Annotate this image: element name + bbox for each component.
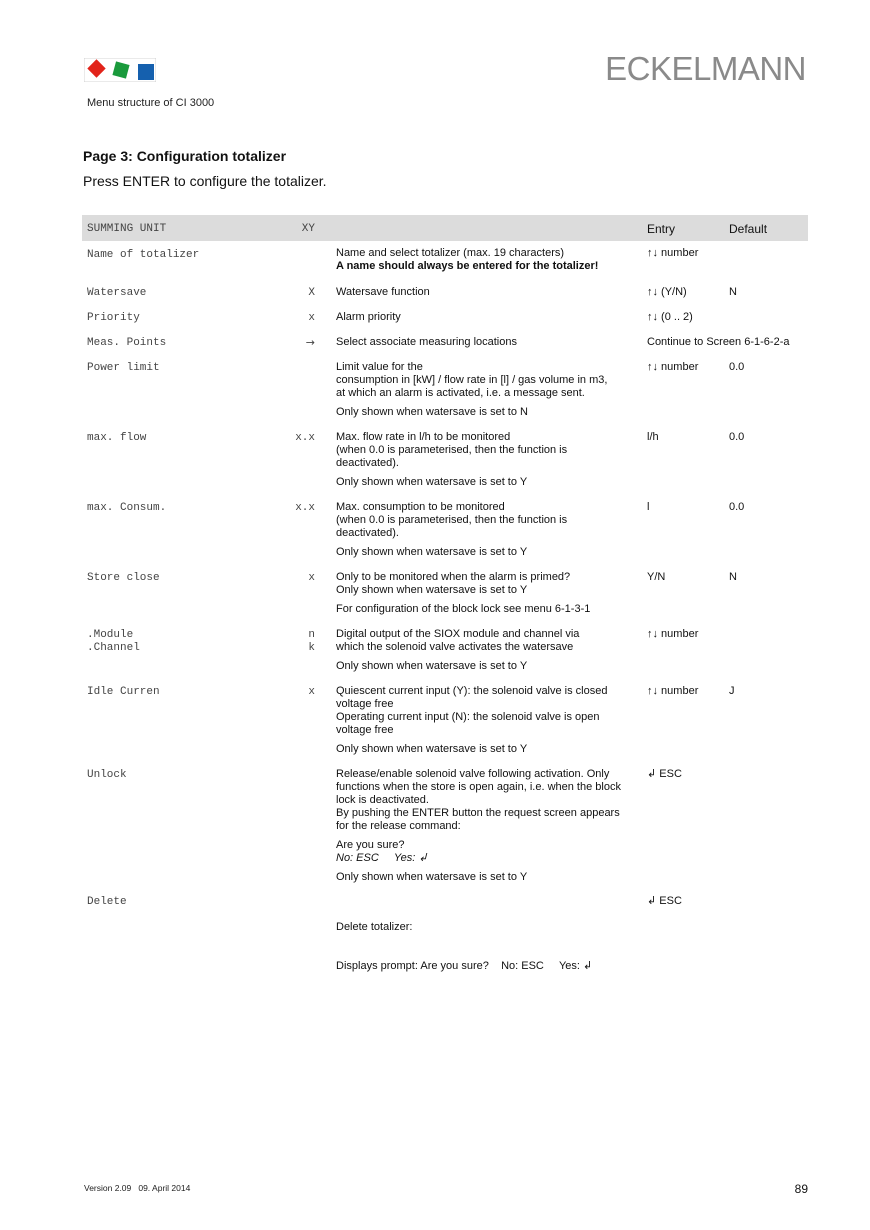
param-description-line: Delete totalizer: bbox=[336, 921, 413, 933]
table-row bbox=[82, 355, 808, 425]
param-description-line: Limit value for the bbox=[336, 361, 423, 373]
param-description-line: Displays prompt: Are you sure? No: ESC Yes: ↲ bbox=[336, 960, 593, 972]
configuration-table bbox=[82, 215, 808, 972]
param-description-line: functions when the store is open again, i.e. when the block bbox=[336, 781, 621, 793]
param-description-line: Max. flow rate in l/h to be monitored bbox=[336, 431, 511, 443]
param-name: Priority bbox=[87, 312, 140, 324]
param-default: J bbox=[729, 685, 735, 697]
param-name: Idle Curren bbox=[87, 686, 160, 698]
param-description: Alarm priority bbox=[336, 311, 401, 323]
table-row bbox=[82, 622, 808, 679]
param-name: Meas. Points bbox=[87, 337, 167, 349]
param-description-line: Only shown when watersave is set to Y bbox=[336, 584, 528, 596]
param-entry: ↑↓ (Y/N) bbox=[647, 286, 687, 298]
param-description-line: (when 0.0 is parameterised, then the function is bbox=[336, 444, 568, 456]
param-name: Delete bbox=[87, 896, 127, 908]
param-warning: A name should always be entered for the totalizer! bbox=[336, 260, 599, 272]
param-description-line: (when 0.0 is parameterised, then the function is bbox=[336, 514, 568, 526]
param-description-line: lock is deactivated. bbox=[336, 794, 429, 806]
table-row bbox=[82, 280, 808, 305]
param-name: Power limit bbox=[87, 362, 160, 374]
param-note: Only shown when watersave is set to Y bbox=[336, 660, 528, 672]
param-default: N bbox=[729, 286, 737, 298]
param-entry: ↑↓ number bbox=[647, 685, 699, 697]
param-description-line: By pushing the ENTER button the request screen appears bbox=[336, 807, 620, 819]
table-row bbox=[82, 762, 808, 889]
table-row bbox=[82, 330, 808, 355]
table-row bbox=[82, 495, 808, 565]
page-heading: Page 3: Configuration totalizer bbox=[83, 148, 287, 164]
param-name: Unlock bbox=[87, 769, 127, 781]
param-name: .Module bbox=[87, 629, 134, 641]
param-name: Watersave bbox=[87, 287, 147, 299]
param-description: Select associate measuring locations bbox=[336, 336, 517, 348]
page-number: 89 bbox=[794, 1182, 808, 1196]
param-description-line: consumption in [kW] / flow rate in [l] / gas volume in m3, bbox=[336, 374, 608, 386]
table-row bbox=[82, 565, 808, 622]
param-format: x.x bbox=[295, 502, 315, 514]
param-name: max. Consum. bbox=[87, 502, 167, 514]
param-description-line: voltage free bbox=[336, 698, 394, 710]
param-format: n bbox=[308, 629, 315, 641]
param-description: Watersave function bbox=[336, 286, 430, 298]
param-name: Name of totalizer bbox=[87, 249, 200, 261]
param-entry: ↲ ESC bbox=[647, 768, 682, 780]
document-subtitle: Menu structure of CI 3000 bbox=[87, 97, 215, 109]
table-row bbox=[82, 305, 808, 330]
param-entry: l bbox=[647, 501, 650, 513]
col-entry-header: Entry bbox=[647, 222, 676, 236]
param-entry: ↲ ESC bbox=[647, 895, 682, 907]
param-description-line: deactivated). bbox=[336, 527, 399, 539]
param-format: x bbox=[308, 572, 315, 584]
param-description-line: Quiescent current input (Y): the solenoid valve is closed bbox=[336, 685, 608, 697]
table-header bbox=[82, 215, 808, 241]
param-description-line: deactivated). bbox=[336, 457, 399, 469]
arrow-right-icon: → bbox=[305, 336, 315, 349]
param-description-line: Operating current input (N): the solenoid valve is open bbox=[336, 711, 600, 723]
param-note: For configuration of the block lock see menu 6-1-3-1 bbox=[336, 603, 591, 615]
confirm-prompt: Are you sure? bbox=[336, 839, 405, 851]
param-format: x.x bbox=[295, 432, 315, 444]
param-entry: l/h bbox=[647, 431, 659, 443]
param-description-line: Release/enable solenoid valve following activation. Only bbox=[336, 768, 610, 780]
param-description-line: voltage free bbox=[336, 724, 394, 736]
param-description-line: for the release command: bbox=[336, 820, 461, 832]
param-description-line: at which an alarm is activated, i.e. a message sent. bbox=[336, 387, 585, 399]
param-format: X bbox=[308, 287, 315, 299]
param-description-line: Digital output of the SIOX module and channel via bbox=[336, 628, 580, 640]
param-description: Name and select totalizer (max. 19 characters) bbox=[336, 247, 565, 259]
param-format: x bbox=[308, 686, 315, 698]
table-row bbox=[82, 889, 808, 972]
param-name: .Channel bbox=[87, 642, 140, 654]
param-entry: Y/N bbox=[647, 571, 666, 583]
table-row bbox=[82, 241, 808, 280]
eckelmann-logo bbox=[84, 58, 156, 82]
param-format: x bbox=[308, 312, 315, 324]
param-description-line: Max. consumption to be monitored bbox=[336, 501, 505, 513]
param-format: k bbox=[308, 642, 315, 654]
table-row bbox=[82, 425, 808, 495]
param-note: Only shown when watersave is set to Y bbox=[336, 743, 528, 755]
param-default: 0.0 bbox=[729, 431, 745, 443]
param-entry: ↑↓ number bbox=[647, 628, 699, 640]
param-note: Only shown when watersave is set to Y bbox=[336, 476, 528, 488]
brand-wordmark: ECKELMANN bbox=[605, 50, 806, 87]
table-row bbox=[82, 679, 808, 762]
param-entry: ↑↓ (0 .. 2) bbox=[647, 311, 693, 323]
param-note: Only shown when watersave is set to Y bbox=[336, 871, 528, 883]
param-name: max. flow bbox=[87, 432, 147, 444]
param-description-line: which the solenoid valve activates the watersave bbox=[336, 641, 574, 653]
param-entry: ↑↓ number bbox=[647, 247, 699, 259]
footer-version: Version 2.09 09. April 2014 bbox=[84, 1183, 191, 1193]
param-default: N bbox=[729, 571, 737, 583]
param-default: 0.0 bbox=[729, 501, 745, 513]
param-name: Store close bbox=[87, 572, 160, 584]
param-default: 0.0 bbox=[729, 361, 745, 373]
col-name-header: SUMMING UNIT bbox=[87, 223, 167, 235]
param-note: Only shown when watersave is set to Y bbox=[336, 546, 528, 558]
param-note: Only shown when watersave is set to N bbox=[336, 406, 528, 418]
col-format-header: XY bbox=[301, 223, 315, 235]
confirm-options: No: ESC Yes: ↲ bbox=[336, 852, 428, 864]
page-intro: Press ENTER to configure the totalizer. bbox=[83, 173, 327, 189]
param-description-line: Only to be monitored when the alarm is primed? bbox=[336, 571, 571, 583]
param-entry: Continue to Screen 6-1-6-2-a bbox=[647, 336, 790, 348]
param-entry: ↑↓ number bbox=[647, 361, 699, 373]
col-default-header: Default bbox=[729, 222, 768, 236]
